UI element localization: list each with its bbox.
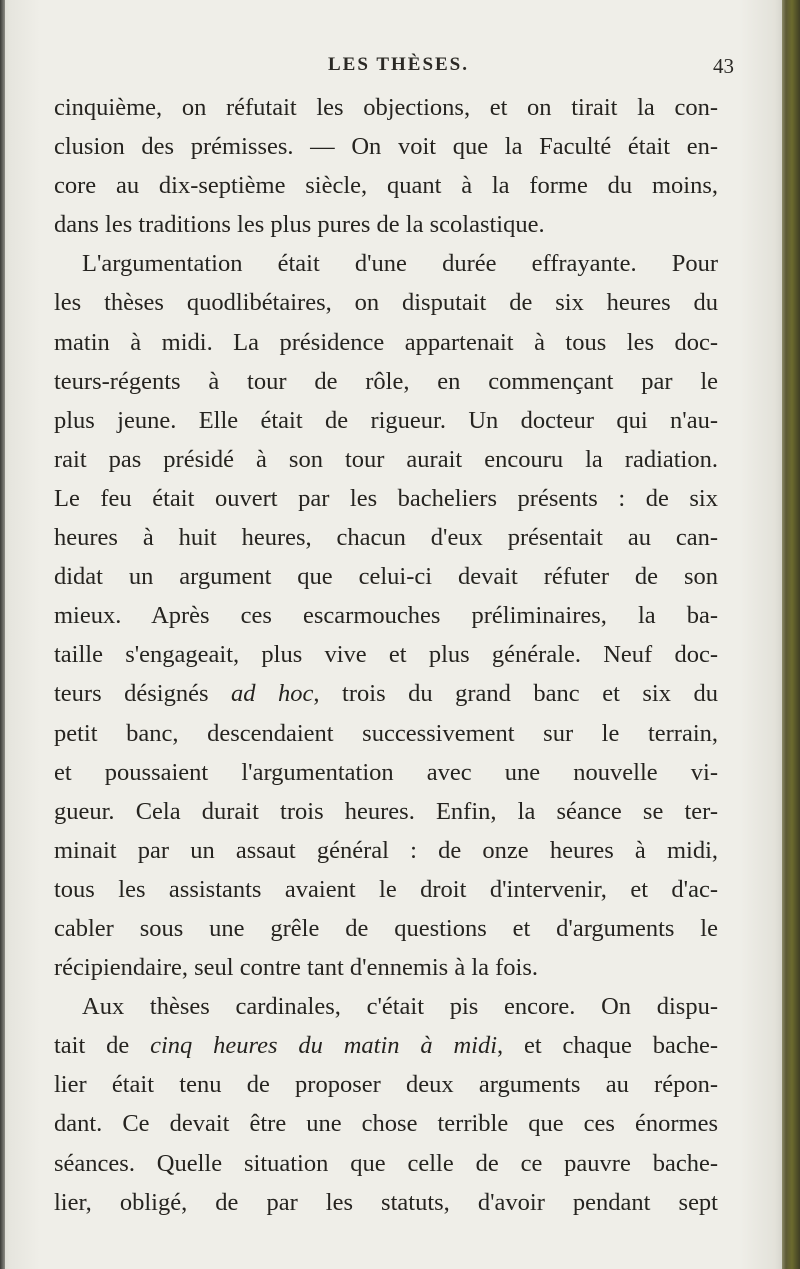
page-left-edge bbox=[0, 0, 5, 1269]
running-head bbox=[0, 54, 782, 84]
text-line: tait de cinq heures du matin à midi, et chaque bache- bbox=[54, 1032, 718, 1060]
page-right-edge bbox=[782, 0, 800, 1269]
text-line: et poussaient l'argumentation avec une nouvelle vi- bbox=[54, 758, 718, 786]
text-line: dant. Ce devait être une chose terrible que ces énormes bbox=[54, 1110, 718, 1138]
text-line: matin à midi. La présidence appartenait à tous les doc- bbox=[54, 328, 718, 356]
text-line: core au dix-septième siècle, quant à la forme du moins, bbox=[54, 172, 718, 200]
text-line: mieux. Après ces escarmouches préliminaires, la ba- bbox=[54, 602, 718, 630]
body-text bbox=[54, 88, 718, 1222]
text-line: minait par un assaut général : de onze heures à midi, bbox=[54, 836, 718, 864]
text-line: rait pas présidé à son tour aurait encouru la radiation. bbox=[54, 445, 718, 473]
text-line: cabler sous une grêle de questions et d'arguments le bbox=[54, 914, 718, 942]
text-line: teurs désignés ad hoc, trois du grand banc et six du bbox=[54, 680, 718, 708]
text-line: taille s'engageait, plus vive et plus générale. Neuf doc- bbox=[54, 641, 718, 669]
text-line: cinquième, on réfutait les objections, et on tirait la con- bbox=[54, 94, 718, 121]
text-line: L'argumentation était d'une durée effrayante. Pour bbox=[82, 250, 718, 278]
text-line: lier, obligé, de par les statuts, d'avoir pendant sept bbox=[54, 1188, 718, 1216]
text-line: teurs-régents à tour de rôle, en commençant par le bbox=[54, 367, 718, 395]
text-line: gueur. Cela durait trois heures. Enfin, la séance se ter- bbox=[54, 797, 718, 825]
text-line: Aux thèses cardinales, c'était pis encore. On dispu- bbox=[82, 993, 718, 1021]
text-line: Le feu était ouvert par les bacheliers présents : de six bbox=[54, 484, 718, 512]
text-line: petit banc, descendaient successivement sur le terrain, bbox=[54, 719, 718, 747]
text-line: tous les assistants avaient le droit d'intervenir, et d'ac- bbox=[54, 875, 718, 903]
text-line: clusion des prémisses. — On voit que la Faculté était en- bbox=[54, 133, 718, 161]
page-number: 43 bbox=[713, 54, 734, 78]
running-title: LES THÈSES. bbox=[328, 54, 470, 75]
italic-phrase: cinq heures du matin à midi bbox=[150, 1032, 498, 1060]
text-line: dans les traditions les plus pures de la scolastique. bbox=[54, 211, 545, 239]
text-line: heures à huit heures, chacun d'eux présentait au can- bbox=[54, 524, 718, 552]
italic-phrase: ad hoc bbox=[231, 680, 314, 708]
text-line: lier était tenu de proposer deux arguments au répon- bbox=[54, 1071, 718, 1099]
text-line: récipiendaire, seul contre tant d'ennemis à la fois. bbox=[54, 954, 539, 982]
text-line: les thèses quodlibétaires, on disputait de six heures du bbox=[54, 289, 718, 317]
text-line: didat un argument que celui-ci devait réfuter de son bbox=[54, 563, 718, 591]
text-line: plus jeune. Elle était de rigueur. Un docteur qui n'au- bbox=[54, 406, 718, 434]
text-line: séances. Quelle situation que celle de ce pauvre bache- bbox=[54, 1149, 718, 1177]
